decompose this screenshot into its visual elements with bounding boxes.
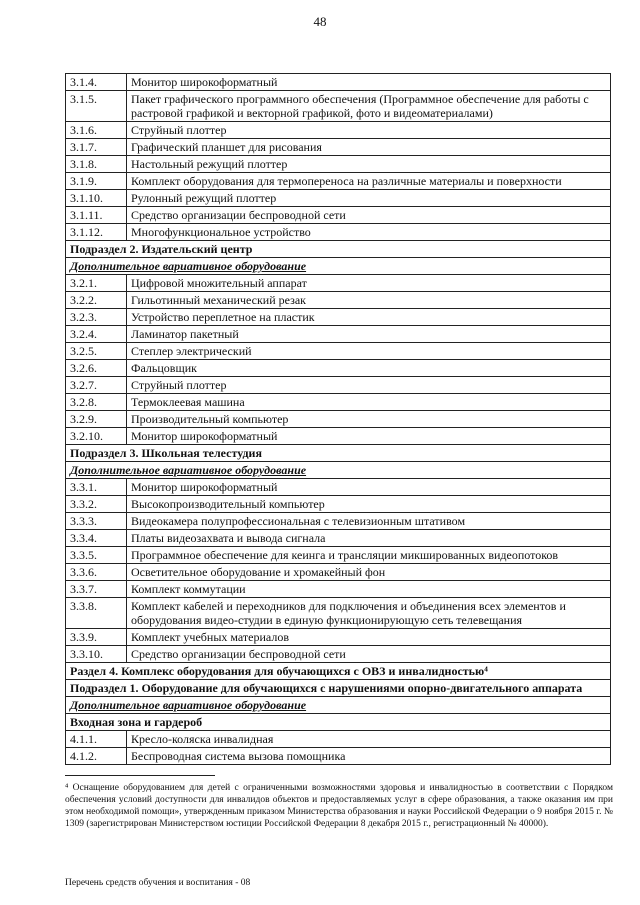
item-name: Степлер электрический bbox=[127, 343, 611, 360]
section-row bbox=[66, 445, 611, 462]
item-code: 3.2.6. bbox=[66, 360, 127, 377]
item-name: Комплект кабелей и переходников для подключения и объединения всех элементов и оборудования видео-студии в единую функционирующую сеть телевещания bbox=[127, 598, 611, 629]
table-row bbox=[66, 411, 611, 428]
table-row bbox=[66, 343, 611, 360]
item-name: Струйный плоттер bbox=[127, 122, 611, 139]
item-code: 3.3.10. bbox=[66, 646, 127, 663]
table-row bbox=[66, 309, 611, 326]
item-name: Комплект оборудования для термопереноса на различные материалы и поверхности bbox=[127, 173, 611, 190]
item-name: Средство организации беспроводной сети bbox=[127, 646, 611, 663]
table-row bbox=[66, 513, 611, 530]
item-name: Графический планшет для рисования bbox=[127, 139, 611, 156]
table-row bbox=[66, 748, 611, 765]
table-row bbox=[66, 731, 611, 748]
table-row bbox=[66, 292, 611, 309]
item-code: 3.2.2. bbox=[66, 292, 127, 309]
item-name: Производительный компьютер bbox=[127, 411, 611, 428]
item-code: 3.3.1. bbox=[66, 479, 127, 496]
table-row bbox=[66, 326, 611, 343]
item-name: Ламинатор пакетный bbox=[127, 326, 611, 343]
item-code: 3.3.6. bbox=[66, 564, 127, 581]
subsection-heading: Дополнительное вариативное оборудование bbox=[66, 258, 611, 275]
page-number: 48 bbox=[313, 14, 327, 29]
item-name: Высокопроизводительный компьютер bbox=[127, 496, 611, 513]
table-row bbox=[66, 564, 611, 581]
subsection-heading: Дополнительное вариативное оборудование bbox=[66, 462, 611, 479]
item-name: Гильотинный механический резак bbox=[127, 292, 611, 309]
section-heading: Подраздел 1. Оборудование для обучающихся с нарушениями опорно-двигательного аппарата bbox=[66, 680, 611, 697]
table-row bbox=[66, 122, 611, 139]
item-name: Рулонный режущий плоттер bbox=[127, 190, 611, 207]
section-heading: Подраздел 2. Издательский центр bbox=[66, 241, 611, 258]
item-name: Кресло-коляска инвалидная bbox=[127, 731, 611, 748]
item-code: 3.1.7. bbox=[66, 139, 127, 156]
table-row bbox=[66, 91, 611, 122]
item-code: 3.2.9. bbox=[66, 411, 127, 428]
item-code: 3.2.8. bbox=[66, 394, 127, 411]
page-footer: Перечень средств обучения и воспитания - 08 bbox=[65, 878, 251, 888]
item-name: Видеокамера полупрофессиональная с телевизионным штативом bbox=[127, 513, 611, 530]
table-row bbox=[66, 275, 611, 292]
item-code: 3.3.7. bbox=[66, 581, 127, 598]
item-name: Монитор широкоформатный bbox=[127, 479, 611, 496]
item-name: Платы видеозахвата и вывода сигнала bbox=[127, 530, 611, 547]
table-row bbox=[66, 598, 611, 629]
item-code: 3.3.9. bbox=[66, 629, 127, 646]
table-row bbox=[66, 173, 611, 190]
item-name: Беспроводная система вызова помощника bbox=[127, 748, 611, 765]
item-code: 4.1.1. bbox=[66, 731, 127, 748]
section-row bbox=[66, 714, 611, 731]
item-name: Комплект коммутации bbox=[127, 581, 611, 598]
item-code: 3.3.3. bbox=[66, 513, 127, 530]
item-name: Средство организации беспроводной сети bbox=[127, 207, 611, 224]
subsection-row bbox=[66, 462, 611, 479]
equipment-table-body bbox=[66, 74, 611, 765]
item-name: Монитор широкоформатный bbox=[127, 428, 611, 445]
table-row bbox=[66, 394, 611, 411]
item-code: 3.2.4. bbox=[66, 326, 127, 343]
table-row bbox=[66, 496, 611, 513]
table-row bbox=[66, 139, 611, 156]
table-row bbox=[66, 377, 611, 394]
item-code: 3.2.10. bbox=[66, 428, 127, 445]
item-code: 3.1.11. bbox=[66, 207, 127, 224]
section-row bbox=[66, 680, 611, 697]
item-code: 3.3.8. bbox=[66, 598, 127, 629]
table-row bbox=[66, 547, 611, 564]
table-row bbox=[66, 479, 611, 496]
section-heading: Входная зона и гардероб bbox=[66, 714, 611, 731]
table-row bbox=[66, 190, 611, 207]
item-code: 3.3.4. bbox=[66, 530, 127, 547]
item-name: Многофункциональное устройство bbox=[127, 224, 611, 241]
table-row bbox=[66, 224, 611, 241]
item-name: Настольный режущий плоттер bbox=[127, 156, 611, 173]
subsection-row bbox=[66, 697, 611, 714]
item-code: 3.1.5. bbox=[66, 91, 127, 122]
table-row bbox=[66, 156, 611, 173]
item-code: 3.2.3. bbox=[66, 309, 127, 326]
item-name: Термоклеевая машина bbox=[127, 394, 611, 411]
item-code: 3.3.5. bbox=[66, 547, 127, 564]
item-name: Комплект учебных материалов bbox=[127, 629, 611, 646]
subsection-row bbox=[66, 258, 611, 275]
table-row bbox=[66, 646, 611, 663]
item-name: Фальцовщик bbox=[127, 360, 611, 377]
equipment-table bbox=[65, 73, 611, 765]
table-row bbox=[66, 581, 611, 598]
item-code: 3.1.10. bbox=[66, 190, 127, 207]
item-code: 3.1.4. bbox=[66, 74, 127, 91]
subsection-heading: Дополнительное вариативное оборудование bbox=[66, 697, 611, 714]
table-row bbox=[66, 360, 611, 377]
item-code: 4.1.2. bbox=[66, 748, 127, 765]
section-row bbox=[66, 663, 611, 680]
item-code: 3.1.9. bbox=[66, 173, 127, 190]
item-code: 3.1.8. bbox=[66, 156, 127, 173]
table-row bbox=[66, 530, 611, 547]
item-name: Пакет графического программного обеспечения (Программное обеспечение для работы с растровой графикой и векторной графикой, фото и видеоматериалами) bbox=[127, 91, 611, 122]
section-heading: Подраздел 3. Школьная телестудия bbox=[66, 445, 611, 462]
item-name: Осветительное оборудование и хромакейный фон bbox=[127, 564, 611, 581]
item-name: Монитор широкоформатный bbox=[127, 74, 611, 91]
footnote-divider bbox=[65, 775, 215, 776]
item-name: Струйный плоттер bbox=[127, 377, 611, 394]
item-code: 3.1.6. bbox=[66, 122, 127, 139]
table-row bbox=[66, 629, 611, 646]
item-name: Программное обеспечение для кеинга и трансляции микшированных видеопотоков bbox=[127, 547, 611, 564]
section-row bbox=[66, 241, 611, 258]
item-code: 3.1.12. bbox=[66, 224, 127, 241]
table-row bbox=[66, 428, 611, 445]
item-code: 3.2.1. bbox=[66, 275, 127, 292]
table-row bbox=[66, 74, 611, 91]
item-name: Устройство переплетное на пластик bbox=[127, 309, 611, 326]
footnote: ⁴ Оснащение оборудованием для детей с ограниченными возможностями здоровья и инвалидностью в соответствии с Порядком обеспечения условий доступности для инвалидов объектов и предоставляемых услуг в сфере образования, а также оказания им при этом необходимой помощи», утвержденным приказом Министерства образования и науки Российской Федерации о 9 ноября 2015 г. № 1309 (зарегистрирован Министерством юстиции Российской Федерации 8 декабря 2015 г., регистрационный № 40000). bbox=[65, 783, 613, 829]
item-name: Цифровой множительный аппарат bbox=[127, 275, 611, 292]
item-code: 3.2.5. bbox=[66, 343, 127, 360]
section-heading: Раздел 4. Комплекс оборудования для обучающихся с ОВЗ и инвалидностью⁴ bbox=[66, 663, 611, 680]
table-row bbox=[66, 207, 611, 224]
item-code: 3.2.7. bbox=[66, 377, 127, 394]
item-code: 3.3.2. bbox=[66, 496, 127, 513]
